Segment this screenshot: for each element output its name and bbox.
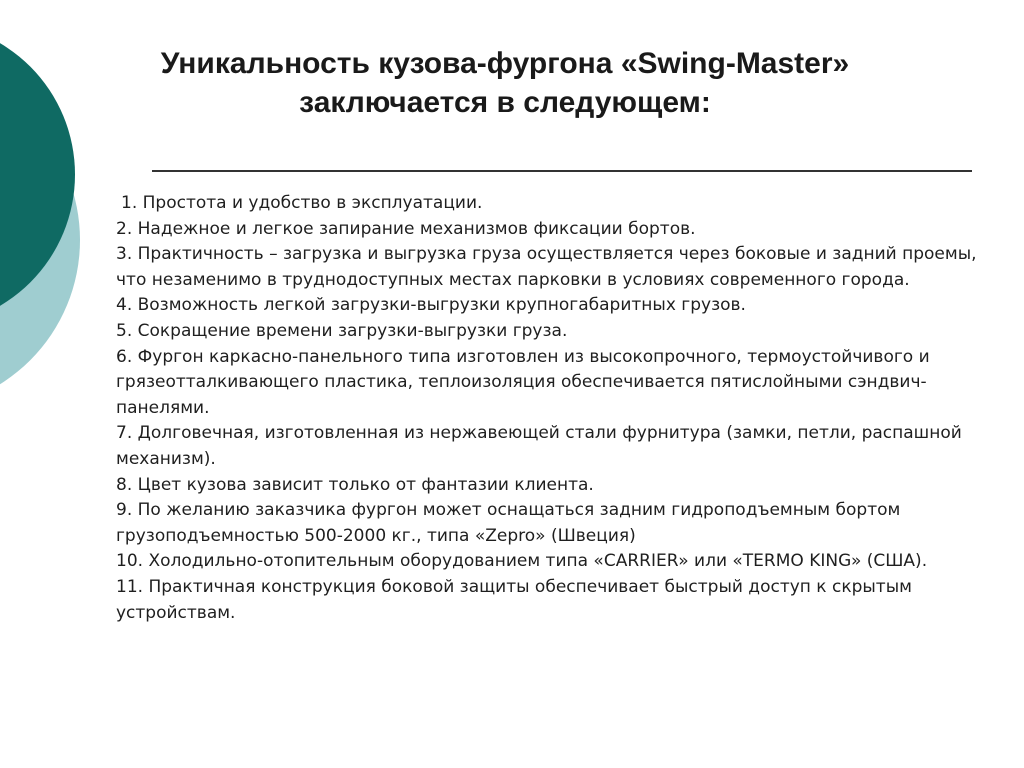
list-item: 2. Надежное и легкое запирание механизмов фиксации бортов. [116,218,696,239]
list-item: 5. Сокращение времени загрузки-выгрузки груза. [116,320,568,341]
list-item: 11. Практичная конструкция боковой защиты обеспечивает быстрый доступ к скрытым устройствам. [116,576,912,623]
list-item: 3. Практичность – загрузка и выгрузка груза осуществляется через боковые и задний проемы, что незаменимо в труднодоступных местах парковки в условиях современного города. [116,244,977,290]
slide-title: Уникальность кузова-фургона «Swing-Master» заключается в следующем: [160,47,850,119]
list-item: 6. Фургон каркасно-панельного типа изготовлен из высокопрочного, термоустойчивого и грязеотталкивающего пластика, теплоизоляция обеспечивается пятислойными сэндвич-панелями. [116,346,930,418]
list-item: 10. Холодильно-отопительным оборудованием типа «CARRIER» или «TERMO KING» (США). [116,551,928,572]
list-item: 4. Возможность легкой загрузки-выгрузки крупногабаритных грузов. [116,295,746,316]
feature-list [116,191,986,626]
list-item: 1. Простота и удобство в эксплуатации. [121,193,483,213]
list-item: 8. Цвет кузова зависит только от фантазии клиента. [116,474,594,495]
list-item: 9. По желанию заказчика фургон может оснащаться задним гидроподъемным бортом грузоподъемностью 500-2000 кг., типа «Zepro» (Швеция) [116,500,901,546]
title-divider [152,170,972,172]
list-item: 7. Долговечная, изготовленная из нержавеющей стали фурнитура (замки, петли, распашной механизм). [116,423,962,469]
